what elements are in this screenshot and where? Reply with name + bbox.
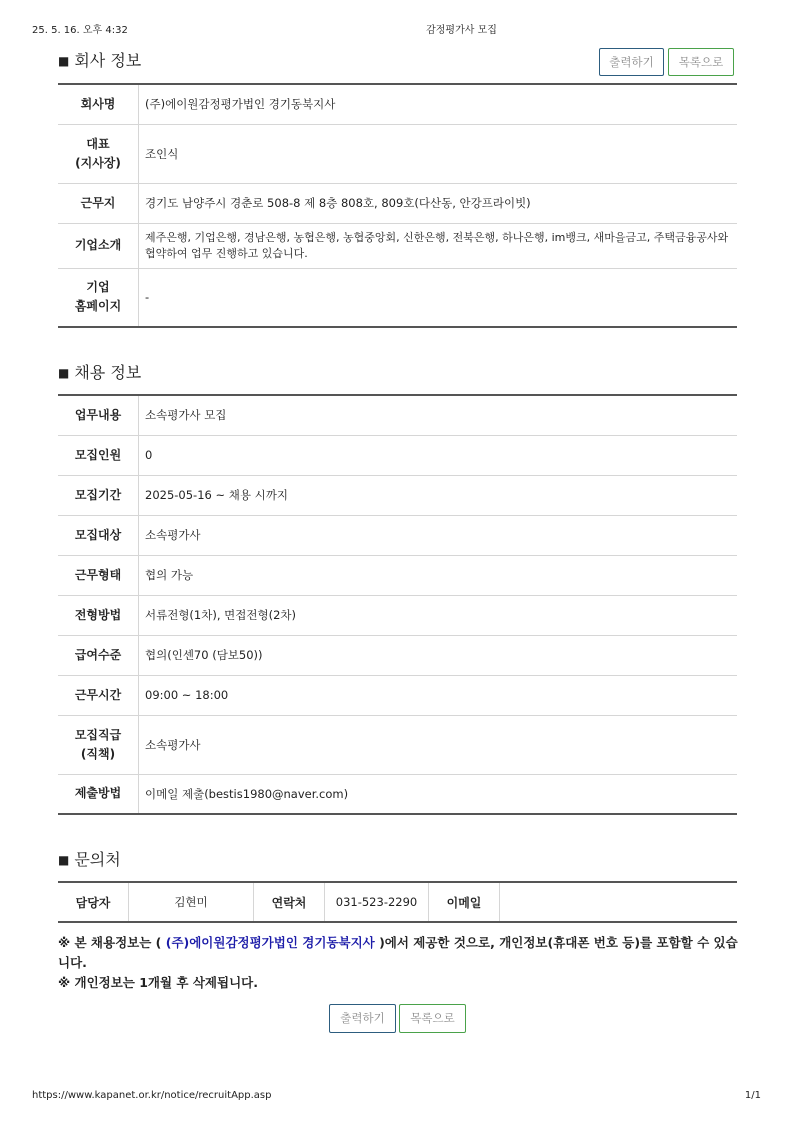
table-row bbox=[58, 395, 737, 435]
company-info-table bbox=[58, 83, 737, 328]
headcount-value: 0 bbox=[139, 435, 738, 475]
table-row bbox=[58, 675, 737, 715]
print-page-number: 1/1 bbox=[744, 1090, 761, 1101]
recruit-info-table bbox=[58, 394, 737, 815]
list-button-bottom[interactable]: 목록으로 bbox=[399, 1004, 466, 1033]
person-label: 담당자 bbox=[58, 882, 129, 922]
table-row bbox=[58, 124, 737, 183]
table-row bbox=[58, 84, 737, 124]
position-label: 모집직급 (직책) bbox=[58, 715, 139, 774]
print-page-title: 감정평가사 모집 bbox=[426, 25, 497, 36]
workplace-value: 경기도 남양주시 경춘로 508-8 제 8층 808호, 809호(다산동, 안강프라이빗) bbox=[139, 183, 738, 223]
company-intro-label: 기업소개 bbox=[58, 223, 139, 268]
ceo-value: 조인식 bbox=[139, 124, 738, 183]
work-type-value: 협의 가능 bbox=[139, 555, 738, 595]
screening-value: 서류전형(1차), 면접전형(2차) bbox=[139, 595, 738, 635]
screening-label: 전형방법 bbox=[58, 595, 139, 635]
period-value: 2025-05-16 ~ 채용 시까지 bbox=[139, 475, 738, 515]
homepage-label: 기업 홈페이지 bbox=[58, 268, 139, 327]
table-row bbox=[58, 715, 737, 774]
salary-value: 협의(인센70 (담보50)) bbox=[139, 635, 738, 675]
table-row bbox=[58, 595, 737, 635]
workplace-label: 근무지 bbox=[58, 183, 139, 223]
table-row bbox=[58, 268, 737, 327]
notice-company-name: (주)에이원감정평가법인 경기동북지사 bbox=[165, 935, 375, 950]
table-row bbox=[58, 882, 737, 922]
submission-label: 제출방법 bbox=[58, 774, 139, 814]
list-button-top[interactable]: 목록으로 bbox=[668, 48, 734, 76]
position-value: 소속평가사 bbox=[139, 715, 738, 774]
table-row bbox=[58, 555, 737, 595]
table-row bbox=[58, 183, 737, 223]
square-bullet-icon: ■ bbox=[58, 54, 70, 68]
contact-table bbox=[58, 881, 737, 923]
submission-value: 이메일 제출(bestis1980@naver.com) bbox=[139, 774, 738, 814]
work-hours-value: 09:00 ~ 18:00 bbox=[139, 675, 738, 715]
job-content-label: 업무내용 bbox=[58, 395, 139, 435]
salary-label: 급여수준 bbox=[58, 635, 139, 675]
table-row bbox=[58, 475, 737, 515]
table-row bbox=[58, 223, 737, 268]
target-value: 소속평가사 bbox=[139, 515, 738, 555]
print-button-top[interactable]: 출력하기 bbox=[599, 48, 664, 76]
contact-section-title: ■ 문의처 bbox=[58, 850, 121, 869]
person-value: 김현미 bbox=[129, 882, 254, 922]
print-button-bottom[interactable]: 출력하기 bbox=[329, 1004, 396, 1033]
recruit-section-title: ■ 채용 정보 bbox=[58, 363, 142, 382]
email-value bbox=[500, 882, 738, 922]
notice-line-1: ※ 본 채용정보는 ( (주)에이원감정평가법인 경기동북지사 )에서 제공한 것으로, 개인정보(휴대폰 번호 등)를 포함할 수 있습니다. bbox=[58, 935, 738, 970]
company-name-label: 회사명 bbox=[58, 84, 139, 124]
ceo-label: 대표 (지사장) bbox=[58, 124, 139, 183]
square-bullet-icon: ■ bbox=[58, 853, 70, 867]
table-row bbox=[58, 515, 737, 555]
print-datetime: 25. 5. 16. 오후 4:32 bbox=[32, 25, 128, 36]
work-type-label: 근무형태 bbox=[58, 555, 139, 595]
table-row bbox=[58, 435, 737, 475]
work-hours-label: 근무시간 bbox=[58, 675, 139, 715]
privacy-notice bbox=[58, 933, 742, 993]
company-intro-value: 제주은행, 기업은행, 경남은행, 농협은행, 농협중앙회, 신한은행, 전북은행, 하나은행, im뱅크, 새마을금고, 주택금융공사와 협약하여 업무 진행하고 있습니다. bbox=[139, 223, 738, 268]
phone-value: 031-523-2290 bbox=[325, 882, 429, 922]
company-name-value: (주)에이원감정평가법인 경기동북지사 bbox=[145, 97, 336, 112]
homepage-value: - bbox=[139, 268, 738, 327]
period-label: 모집기간 bbox=[58, 475, 139, 515]
phone-label: 연락처 bbox=[254, 882, 325, 922]
notice-line-2: ※ 개인정보는 1개월 후 삭제됩니다. bbox=[58, 975, 258, 990]
job-content-value: 소속평가사 모집 bbox=[145, 408, 227, 423]
table-row bbox=[58, 635, 737, 675]
headcount-label: 모집인원 bbox=[58, 435, 139, 475]
table-row bbox=[58, 774, 737, 814]
email-label: 이메일 bbox=[429, 882, 500, 922]
target-label: 모집대상 bbox=[58, 515, 139, 555]
print-url: https://www.kapanet.or.kr/notice/recruitApp.asp bbox=[32, 1090, 272, 1101]
company-section-title: ■ 회사 정보 bbox=[58, 51, 142, 70]
square-bullet-icon: ■ bbox=[58, 366, 70, 380]
